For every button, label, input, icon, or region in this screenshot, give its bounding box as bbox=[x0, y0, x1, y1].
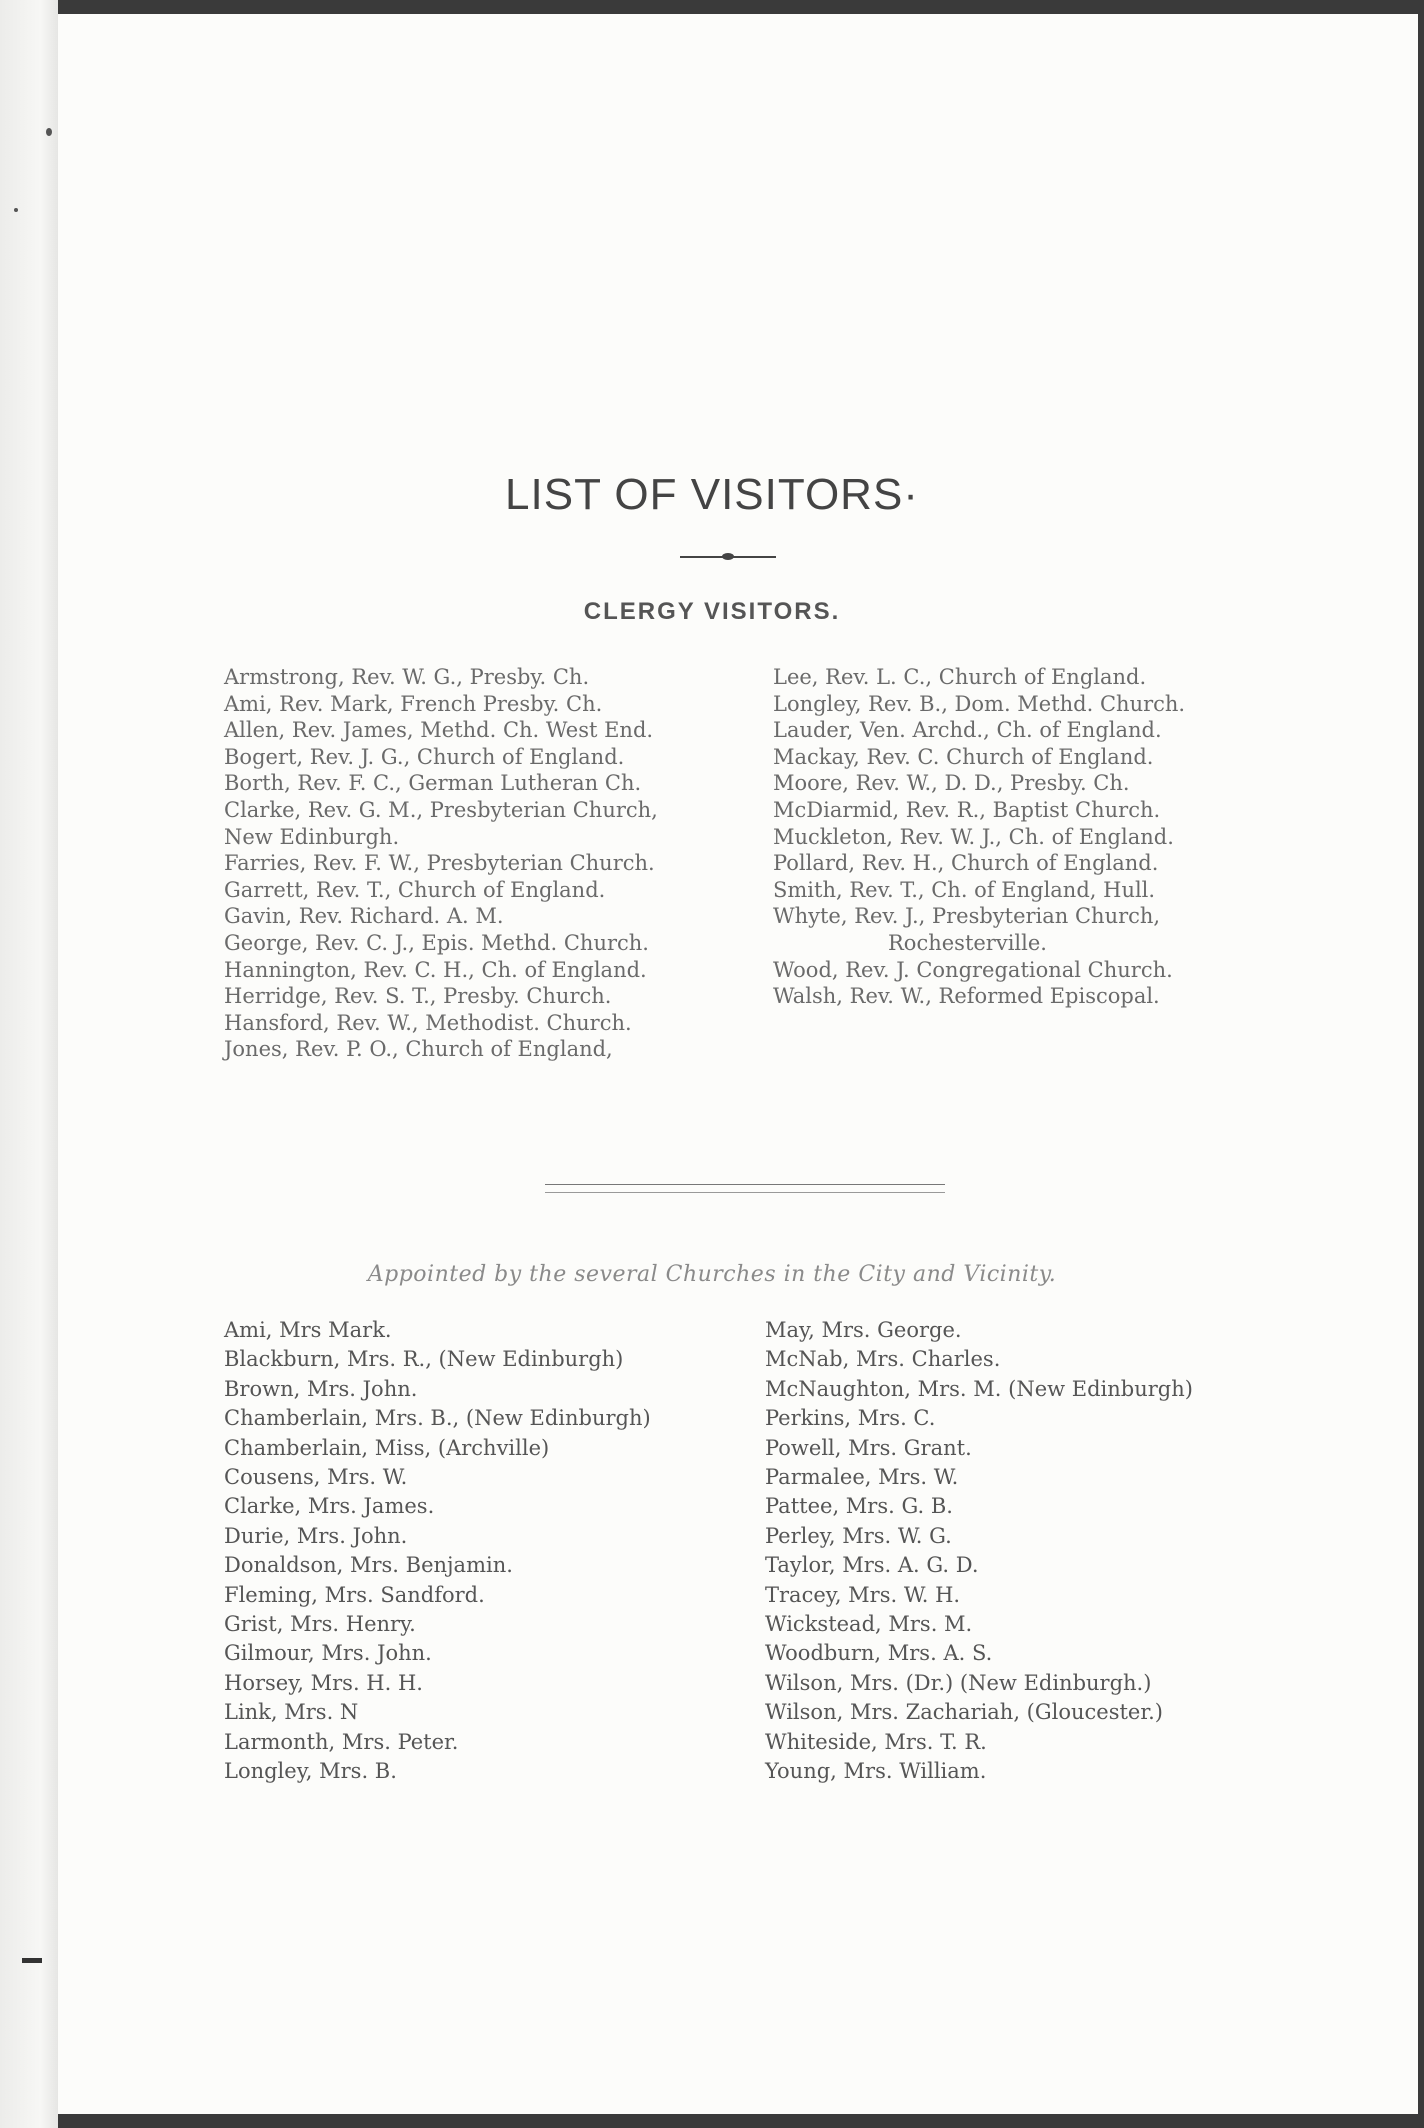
list-item: Borth, Rev. F. C., German Lutheran Ch. bbox=[224, 771, 642, 796]
list-item: Pollard, Rev. H., Church of England. bbox=[773, 851, 1159, 876]
list-item: Jones, Rev. P. O., Church of England, bbox=[224, 1037, 613, 1062]
list-item: Cousens, Mrs. W. bbox=[224, 1465, 408, 1490]
list-item: Smith, Rev. T., Ch. of England, Hull. bbox=[773, 877, 1156, 902]
appointed-heading: Appointed by the several Churches in the City and Vicinity. bbox=[367, 1262, 1057, 1287]
list-item: Wilson, Mrs. (Dr.) (New Edinburgh.) bbox=[765, 1670, 1152, 1695]
list-item: Young, Mrs. William. bbox=[765, 1759, 987, 1784]
list-item: Whyte, Rev. J., Presbyterian Church, bbox=[773, 904, 1161, 929]
list-item: May, Mrs. George. bbox=[765, 1318, 962, 1342]
list-item: Mackay, Rev. C. Church of England. bbox=[773, 744, 1154, 769]
list-item: Clarke, Rev. G. M., Presbyterian Church, bbox=[224, 797, 658, 822]
list-item: Larmonth, Mrs. Peter. bbox=[224, 1729, 459, 1754]
list-item: George, Rev. C. J., Epis. Methd. Church. bbox=[224, 930, 649, 955]
list-item: Tracey, Mrs. W. H. bbox=[765, 1582, 961, 1607]
gutter-mark bbox=[14, 208, 18, 212]
list-item: Garrett, Rev. T., Church of England. bbox=[224, 877, 606, 902]
list-item: Walsh, Rev. W., Reformed Episcopal. bbox=[773, 984, 1160, 1009]
list-item: Wilson, Mrs. Zachariah, (Gloucester.) bbox=[765, 1700, 1163, 1725]
list-item: Pattee, Mrs. G. B. bbox=[765, 1494, 953, 1519]
list-item: McDiarmid, Rev. R., Baptist Church. bbox=[773, 797, 1161, 822]
list-item: Gavin, Rev. Richard. A. M. bbox=[224, 904, 504, 929]
gutter-dash bbox=[22, 1958, 42, 1963]
list-item: Brown, Mrs. John. bbox=[224, 1376, 418, 1401]
list-item: Moore, Rev. W., D. D., Presby. Ch. bbox=[773, 771, 1130, 796]
appointed-list-left bbox=[224, 1316, 651, 1787]
list-item: Clarke, Mrs. James. bbox=[224, 1494, 435, 1519]
list-item: Chamberlain, Mrs. B., (New Edinburgh) bbox=[224, 1406, 651, 1431]
list-item: Parmalee, Mrs. W. bbox=[765, 1465, 959, 1490]
appointed-list-right bbox=[765, 1316, 1193, 1787]
list-item: Armstrong, Rev. W. G., Presby. Ch. bbox=[224, 665, 590, 689]
list-item: Link, Mrs. N bbox=[224, 1700, 359, 1725]
list-item: Wickstead, Mrs. M. bbox=[765, 1612, 973, 1637]
list-item: Muckleton, Rev. W. J., Ch. of England. bbox=[773, 824, 1174, 849]
list-item: Hansford, Rev. W., Methodist. Church. bbox=[224, 1010, 632, 1035]
list-item: Wood, Rev. J. Congregational Church. bbox=[773, 957, 1173, 982]
list-item: Gilmour, Mrs. John. bbox=[224, 1641, 432, 1666]
list-item-continuation: Rochesterville. bbox=[888, 930, 1047, 955]
gutter-mark bbox=[46, 128, 52, 136]
list-item: Powell, Mrs. Grant. bbox=[765, 1435, 972, 1460]
list-item: Allen, Rev. James, Methd. Ch. West End. bbox=[224, 718, 654, 743]
list-item: Perley, Mrs. W. G. bbox=[765, 1523, 952, 1548]
list-item: Donaldson, Mrs. Benjamin. bbox=[224, 1553, 513, 1578]
list-item: Blackburn, Mrs. R., (New Edinburgh) bbox=[224, 1347, 624, 1372]
list-item: Longley, Mrs. B. bbox=[224, 1759, 397, 1784]
page-title: LIST OF VISITORS· bbox=[505, 470, 919, 519]
list-item: Fleming, Mrs. Sandford. bbox=[224, 1582, 485, 1607]
list-item-continuation: New Edinburgh. bbox=[224, 824, 400, 849]
list-item: Woodburn, Mrs. A. S. bbox=[765, 1641, 993, 1666]
title-ornament-dot bbox=[722, 553, 734, 560]
list-item: Ami, Rev. Mark, French Presby. Ch. bbox=[224, 691, 603, 716]
list-item: Hannington, Rev. C. H., Ch. of England. bbox=[224, 957, 647, 982]
list-item: Farries, Rev. F. W., Presbyterian Church. bbox=[224, 851, 655, 876]
list-item: Grist, Mrs. Henry. bbox=[224, 1612, 416, 1637]
clergy-heading: CLERGY VISITORS. bbox=[583, 598, 841, 625]
clergy-list-left bbox=[224, 664, 658, 1063]
list-item: McNaughton, Mrs. M. (New Edinburgh) bbox=[765, 1376, 1193, 1401]
list-item: Bogert, Rev. J. G., Church of England. bbox=[224, 744, 625, 769]
list-item: Taylor, Mrs. A. G. D. bbox=[765, 1553, 979, 1578]
list-item: Lee, Rev. L. C., Church of England. bbox=[773, 665, 1147, 689]
section-divider bbox=[545, 1192, 945, 1193]
list-item: Horsey, Mrs. H. H. bbox=[224, 1670, 423, 1695]
list-item: McNab, Mrs. Charles. bbox=[765, 1347, 1001, 1372]
list-item: Perkins, Mrs. C. bbox=[765, 1406, 936, 1431]
section-divider bbox=[545, 1184, 945, 1185]
list-item: Lauder, Ven. Archd., Ch. of England. bbox=[773, 718, 1162, 743]
clergy-list-right bbox=[773, 664, 1185, 1010]
list-item: Chamberlain, Miss, (Archville) bbox=[224, 1435, 550, 1460]
list-item: Durie, Mrs. John. bbox=[224, 1523, 408, 1548]
list-item: Longley, Rev. B., Dom. Methd. Church. bbox=[773, 691, 1186, 716]
list-item: Whiteside, Mrs. T. R. bbox=[765, 1729, 987, 1754]
list-item: Ami, Mrs Mark. bbox=[224, 1318, 392, 1342]
binding-gutter bbox=[0, 0, 58, 2128]
page-sheet bbox=[58, 14, 1418, 2114]
list-item: Herridge, Rev. S. T., Presby. Church. bbox=[224, 984, 612, 1009]
